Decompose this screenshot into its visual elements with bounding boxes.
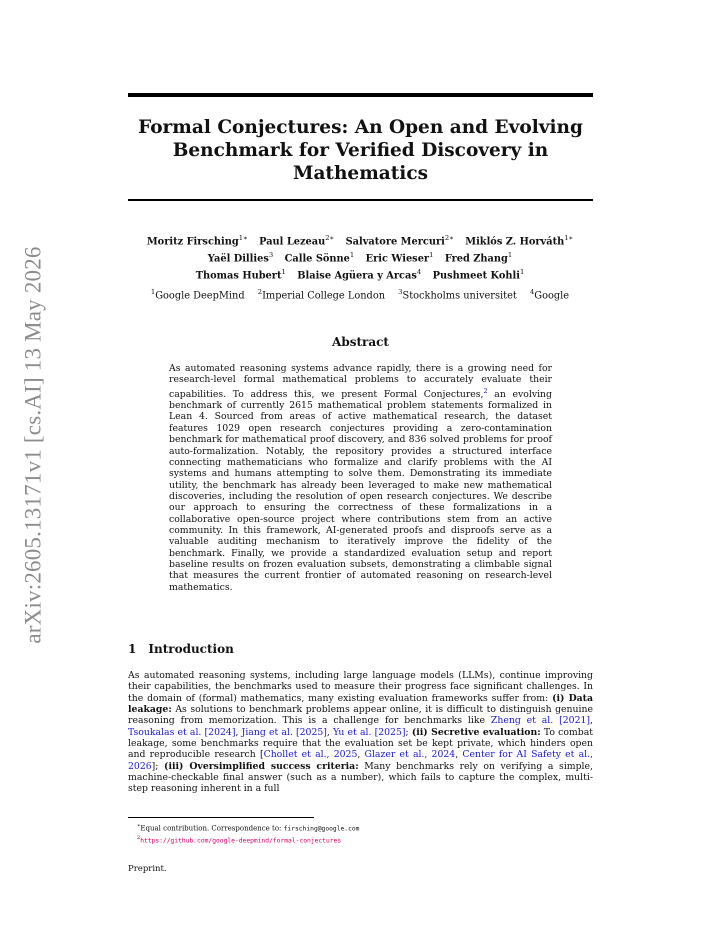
section-heading: [128, 642, 234, 656]
footnote-1: ∗Equal contribution. Correspondence to: firsching@google.com: [137, 823, 360, 833]
affiliation: $^1$Google DeepMind: [150, 288, 245, 302]
preprint-label: Preprint.: [128, 864, 167, 874]
citation-link[interactable]: Glazer et al., 2024: [364, 749, 456, 761]
author: Miklós Z. Horváth$^{1∗}$: [465, 234, 574, 248]
author-line: [120, 249, 600, 266]
correspondence-email[interactable]: firsching@google.com: [283, 825, 360, 833]
author-list: [120, 232, 600, 282]
author: Eric Wieser$^1$: [365, 250, 434, 265]
citation-link[interactable]: Jiang et al. [2025]: [241, 726, 327, 738]
citation-link[interactable]: Yu et al. [2025]: [333, 726, 406, 738]
citation-link[interactable]: Tsoukalas et al. [2024]: [128, 726, 236, 738]
author: Pushmeet Kohli$^1$: [432, 267, 525, 281]
paper-title: [128, 116, 593, 185]
citation-link[interactable]: Center for AI Safety et al., 2026: [128, 749, 594, 772]
title-line: Formal Conjectures: An Open and Evolving: [138, 117, 583, 138]
section-title: Introduction: [148, 642, 234, 656]
repository-link[interactable]: https://github.com/google-deepmind/formal-conjectures: [140, 836, 342, 844]
author-line: [120, 232, 600, 249]
author-line: [120, 266, 600, 283]
author: Moritz Firsching$^{1∗}$: [146, 234, 248, 248]
citation-link[interactable]: Zheng et al. [2021]: [490, 715, 591, 727]
author: Calle Sönne$^1$: [284, 250, 355, 265]
author: Yaël Dillies$^3$: [207, 250, 274, 265]
title-line: Benchmark for Verified Discovery in: [172, 140, 549, 161]
title-bottom-rule: [128, 199, 593, 201]
author: Thomas Hubert$^1$: [195, 267, 286, 281]
title-top-rule: [128, 93, 593, 97]
abstract-body: As automated reasoning systems advance rapidly, there is a growing need for research-level formal mathematical problems to accurately evaluate their capabilities. To address this, we present Formal Conjectures,$^2$ an evolving benchmark of currently 2615 mathematical problem statements formalized in Lean 4. Sourced from areas of active mathematical research, the dataset features 1029 open research conjectures providing a zero-contamination benchmark for mathematical proof discovery, and 836 solved problems for proof auto-formalization. Notably, the repository provides a structured interface connecting mathematicians who formalize and clarify problems with the AI systems and humans attempting to solve them. Demonstrating its immediate utility, the benchmark has already been leveraged to make new mathematical discoveries, including the resolution of open research conjectures. We describe our approach to ensuring the correctness of these formalizations in a collaborative open-source project where contributions stem from an active community. In this framework, AI-generated proofs and disproofs serve as a valuable auditing mechanism to iteratively improve the fidelity of the benchmark. Finally, we provide a standardized evaluation setup and report baseline results on frozen evaluation subsets, demonstrating a climbable signal that measures the current frontier of automated reasoning on research-level mathematics.: [169, 363, 552, 593]
abstract-heading: Abstract: [332, 335, 389, 349]
author: Salvatore Mercuri$^{2∗}$: [345, 234, 454, 248]
author: Fred Zhang$^1$: [444, 250, 513, 265]
citation-link[interactable]: Chollet et al., 2025: [263, 749, 358, 761]
affiliation: $^4$Google: [529, 288, 570, 302]
section-number: 1: [128, 642, 137, 656]
affiliation: $^3$Stockholms universitet: [398, 288, 517, 302]
affiliation-list: [120, 288, 600, 301]
author: Paul Lezeau$^{2∗}$: [259, 234, 335, 248]
footnotes: [137, 822, 359, 845]
author: Blaise Agüera y Arcas$^4$: [297, 267, 422, 281]
arxiv-watermark: [18, 200, 50, 690]
affiliation: $^2$Imperial College London: [257, 288, 386, 302]
footnote-ref[interactable]: 2: [483, 386, 488, 395]
introduction-paragraph: As automated reasoning systems, including large language models (LLMs), continue improving their capabilities, the benchmarks used to measure their progress face significant challenges. In the domain of (formal) mathematics, many existing evaluation frameworks suffer from: (i) Data leakage: As solutions to benchmark problems appear online, it is difficult to distinguish genuine reasoning from memorization. This is a challenge for benchmarks like Zheng et al. [2021], Tsoukalas et al. [2024], Jiang et al. [2025], Yu et al. [2025]; (ii) Secretive evaluation: To combat leakage, some benchmarks require that the evaluation set be kept private, which hinders open and reproducible research [Chollet et al., 2025, Glazer et al., 2024, Center for AI Safety et al., 2026]; (iii) Oversimplified success criteria: Many benchmarks rely on verifying a simple, machine-checkable final answer (such as a number), which fails to capture the complex, multi-step reasoning inherent in a full: [128, 670, 594, 795]
footnote-2: $^2$https://github.com/google-deepmind/formal-conjectures: [137, 834, 342, 844]
title-line: Mathematics: [292, 163, 429, 184]
arxiv-identifier: arXiv:2605.13171v1 [cs.AI] 13 May 2026: [21, 246, 47, 644]
footnote-rule: [128, 817, 314, 818]
